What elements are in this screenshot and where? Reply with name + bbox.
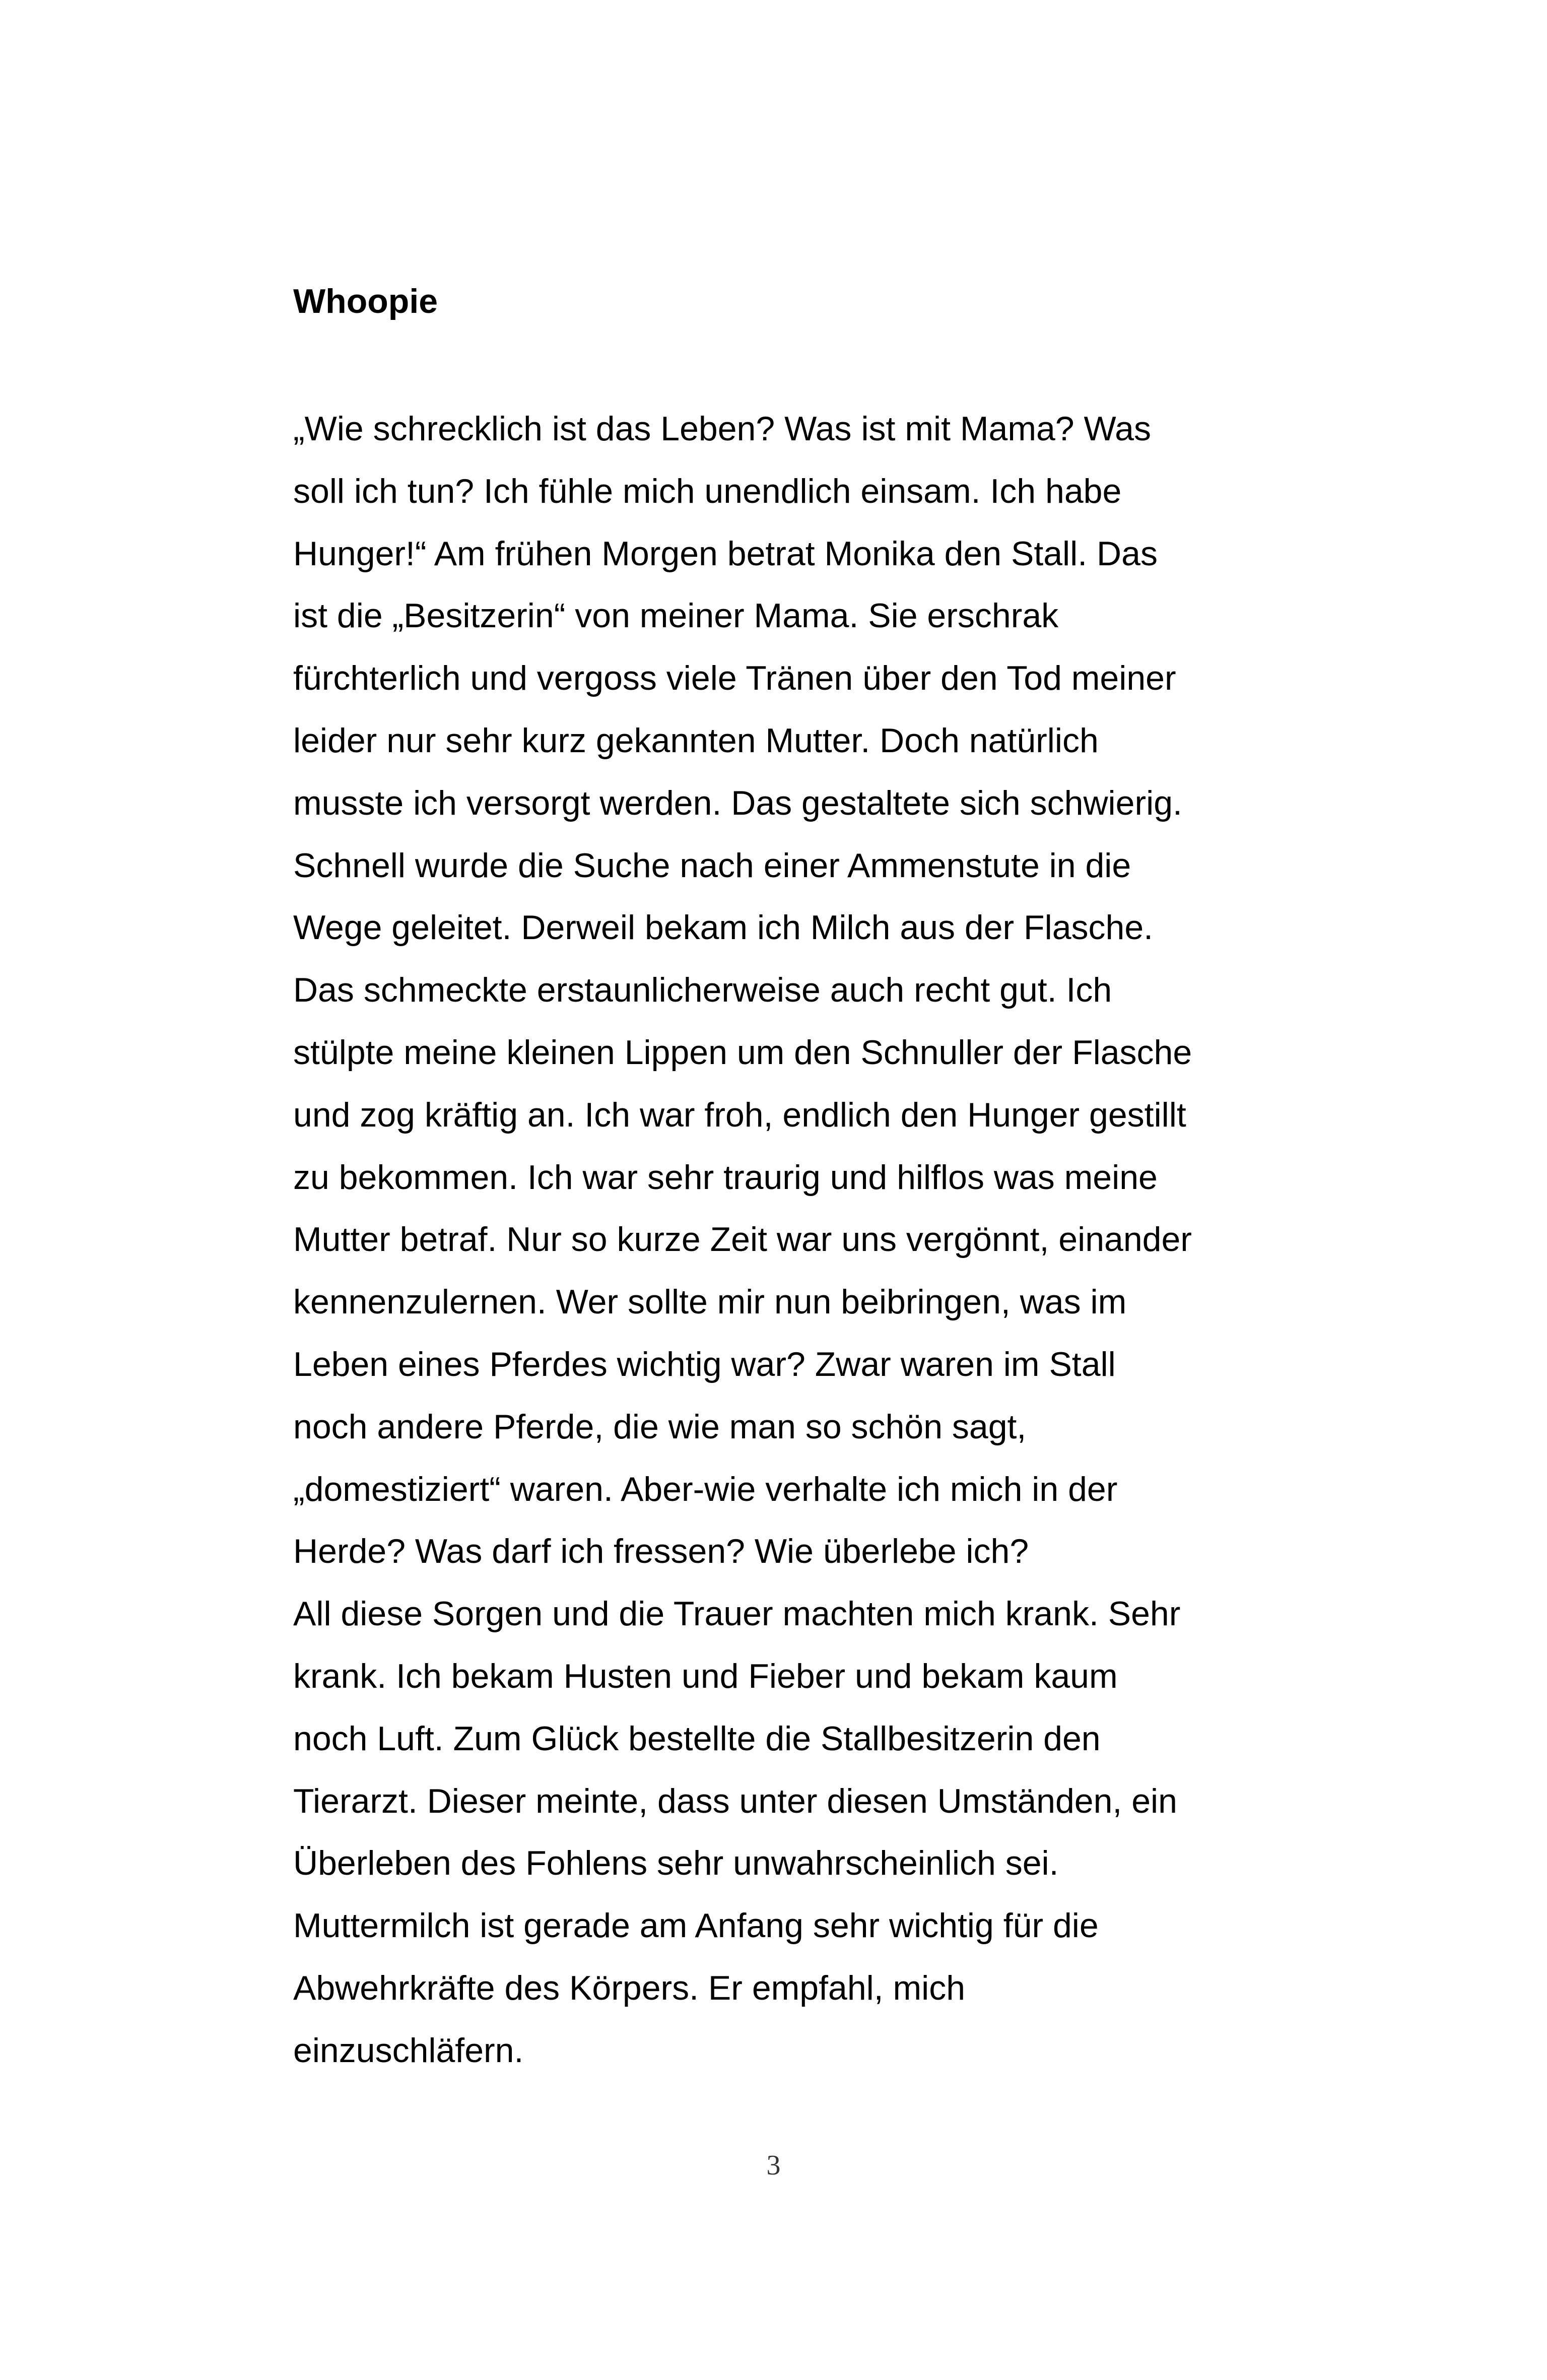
text-line: Hunger!“ Am frühen Morgen betrat Monika den Stall. Das (293, 534, 1158, 573)
text-line: Abwehrkräfte des Körpers. Er empfahl, mich (293, 1968, 966, 2007)
text-line: zu bekommen. Ich war sehr traurig und hilflos was meine (293, 1158, 1158, 1197)
text-line: All diese Sorgen und die Trauer machten mich krank. Sehr (293, 1595, 1181, 1633)
text-line: leider nur sehr kurz gekannten Mutter. Doch natürlich (293, 721, 1099, 760)
text-line: und zog kräftig an. Ich war froh, endlich den Hunger gestillt (293, 1095, 1186, 1134)
text-line: ist die „Besitzerin“ von meiner Mama. Sie erschrak (293, 597, 1059, 635)
text-line: noch Luft. Zum Glück bestellte die Stallbesitzerin den (293, 1719, 1101, 1758)
text-line: einzuschläfern. (293, 2031, 524, 2070)
text-line: Überleben des Fohlens sehr unwahrscheinlich sei. (293, 1844, 1059, 1883)
text-line: Mutter betraf. Nur so kurze Zeit war uns vergönnt, einander (293, 1220, 1192, 1259)
page-number: 3 (766, 2150, 781, 2181)
text-line: krank. Ich bekam Husten und Fieber und bekam kaum (293, 1657, 1118, 1695)
text-line: „Wie schrecklich ist das Leben? Was ist mit Mama? Was (293, 410, 1151, 448)
text-line: kennenzulernen. Wer sollte mir nun beibringen, was im (293, 1283, 1127, 1321)
chapter-title: Whoopie (293, 282, 438, 320)
text-line: musste ich versorgt werden. Das gestaltete sich schwierig. (293, 783, 1182, 822)
text-line: Leben eines Pferdes wichtig war? Zwar waren im Stall (293, 1345, 1116, 1383)
text-line: Muttermilch ist gerade am Anfang sehr wichtig für die (293, 1906, 1099, 1945)
text-line: stülpte meine kleinen Lippen um den Schnuller der Flasche (293, 1033, 1192, 1072)
text-line: Tierarzt. Dieser meinte, dass unter diesen Umständen, ein (293, 1781, 1177, 1820)
text-line: noch andere Pferde, die wie man so schön sagt, (293, 1407, 1027, 1446)
text-line: Schnell wurde die Suche nach einer Ammenstute in die (293, 846, 1131, 885)
text-line: „domestiziert“ waren. Aber-wie verhalte ich mich in der (293, 1470, 1118, 1508)
text-line: Herde? Was darf ich fressen? Wie überlebe ich? (293, 1532, 1029, 1571)
text-line: fürchterlich und vergoss viele Tränen über den Tod meiner (293, 659, 1176, 698)
text-line: Wege geleitet. Derweil bekam ich Milch aus der Flasche. (293, 908, 1154, 947)
text-line: Das schmeckte erstaunlicherweise auch recht gut. Ich (293, 971, 1112, 1010)
text-line: soll ich tun? Ich fühle mich unendlich einsam. Ich habe (293, 472, 1122, 510)
body-text (293, 398, 1301, 2082)
